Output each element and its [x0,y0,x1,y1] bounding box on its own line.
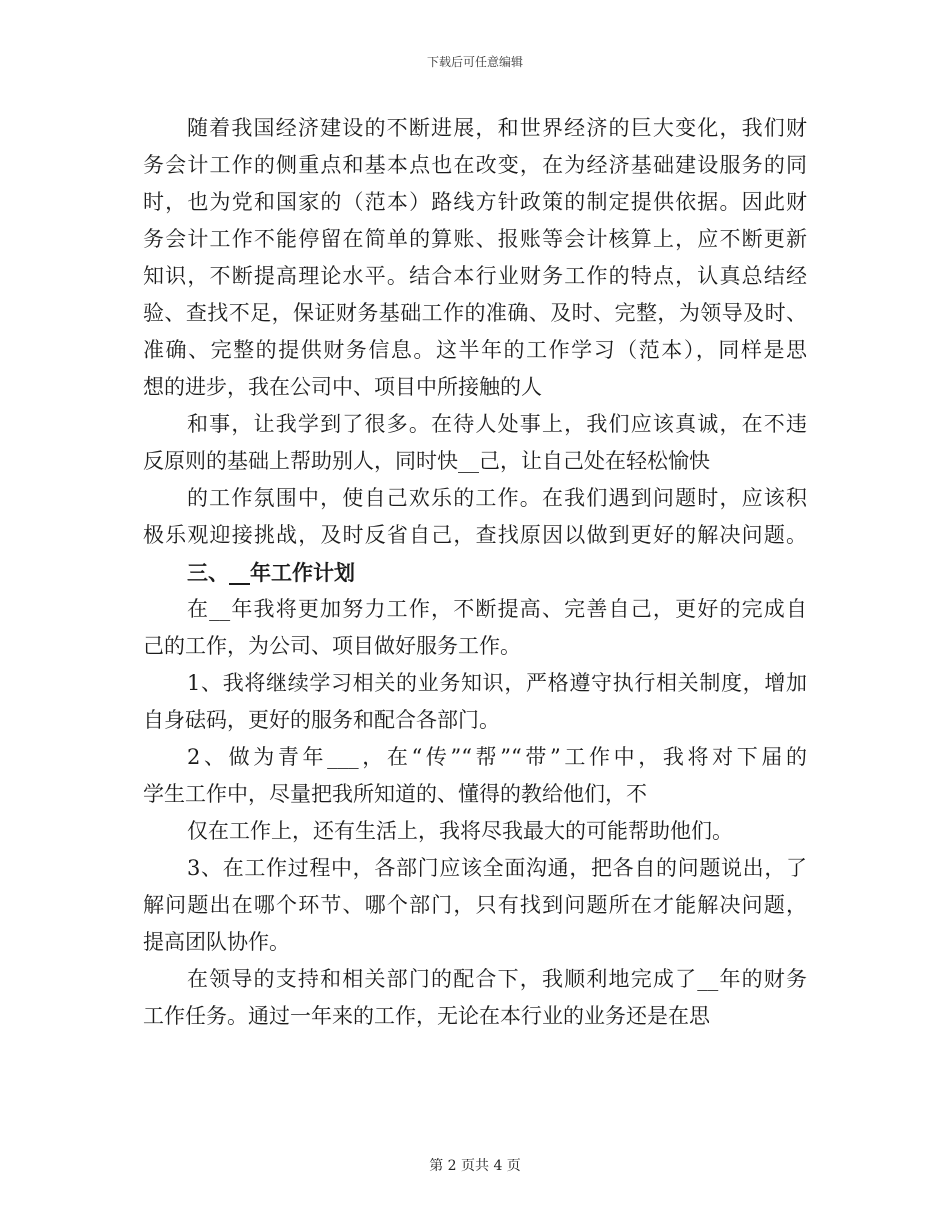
body-line: 务会计工作不能停留在简单的算账、报账等会计核算上，应不断更新 [143,227,807,251]
paragraph [143,813,807,850]
body-line: 学生工作中，尽量把我所知道的、懂得的教给他们，不 [143,782,647,806]
page-header-note: 下载后可任意编辑 [426,55,523,69]
body-line: 反原则的基础上帮助别人，同时快__己，让自己处在轻松愉快 [143,449,710,473]
paragraph [143,850,807,961]
body-line: 仅在工作上，还有生活上，我将尽我最大的可能帮助他们。 [187,819,733,843]
body-line: 准确、完整的提供财务信息。这半年的工作学习（范本），同样是思 [143,338,807,362]
body-line: 随着我国经济建设的不断进展，和世界经济的巨大变化，我们财 [187,116,807,140]
paragraph [143,739,807,813]
body-line: 想的进步，我在公司中、项目中所接触的人 [143,375,542,399]
paragraph [143,665,807,739]
body-line: 极乐观迎接挑战，及时反省自己，查找原因以做到更好的解决问题。 [143,523,807,547]
paragraph [143,110,807,406]
body-line: 知识，不断提高理论水平。结合本行业财务工作的特点，认真总结经 [143,264,807,288]
body-line: 在领导的支持和相关部门的配合下，我顺利地完成了__年的财务 [187,967,807,991]
body-line: 和事，让我学到了很多。在待人处事上，我们应该真诚，在不违 [187,412,807,436]
body-line: 1、我将继续学习相关的业务知识，严格遵守执行相关制度，增加 [187,671,807,695]
body-line: 解问题出在哪个环节、哪个部门，只有找到问题所在才能解决问题， [143,893,807,917]
body-line: 2、做为青年___，在“传”“帮”“带”工作中，我将对下届的 [187,745,807,769]
body-line: 工作任务。通过一年来的工作，无论在本行业的业务还是在思 [143,1004,710,1028]
body-line: 时，也为党和国家的（范本）路线方针政策的制定提供依据。因此财 [143,190,807,214]
page-number-footer: 第 2 页共 4 页 [429,1158,521,1174]
document-body [143,110,807,1035]
body-line: 验、查找不足，保证财务基础工作的准确、及时、完整，为领导及时、 [143,301,807,325]
body-line: 3、在工作过程中，各部门应该全面沟通，把各自的问题说出，了 [187,856,807,880]
body-line: 自身砝码，更好的服务和配合各部门。 [143,708,500,732]
body-line: 提高团队协作。 [143,930,290,954]
paragraph [143,406,807,480]
body-line: 务会计工作的侧重点和基本点也在改变，在为经济基础建设服务的同 [143,153,807,177]
paragraph [143,961,807,1035]
paragraph [143,554,807,591]
body-line: 的工作氛围中，使自己欢乐的工作。在我们遇到问题时，应该积 [187,486,807,510]
paragraph [143,591,807,665]
body-line: 己的工作，为公司、项目做好服务工作。 [143,634,521,658]
section-heading: 三、__年工作计划 [187,560,355,585]
body-line: 在__年我将更加努力工作，不断提高、完善自己，更好的完成自 [187,597,807,621]
paragraph [143,480,807,554]
